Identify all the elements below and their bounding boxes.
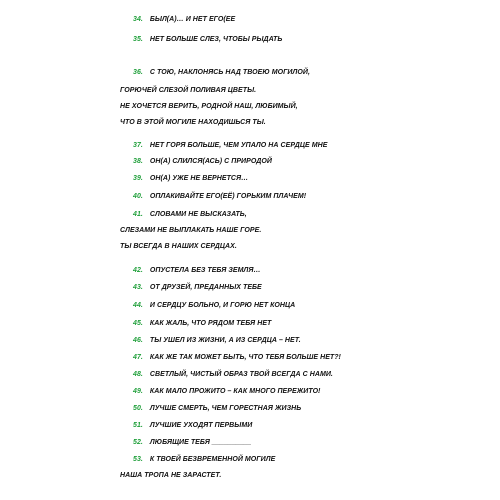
item-number: 50. [133,405,143,412]
epitaph-text: ТЫ ВСЕГДА В НАШИХ СЕРДЦАХ. [120,243,237,250]
epitaph-continuation [120,119,266,126]
epitaph-line-37 [133,142,327,149]
epitaph-line-42 [133,267,261,274]
epitaph-line-46 [133,337,301,344]
epitaph-continuation [120,472,221,479]
epitaph-text: КАК ЖАЛЬ, ЧТО РЯДОМ ТЕБЯ НЕТ [149,320,272,327]
item-number: 39. [133,175,143,182]
epitaph-text: ОПУСТЕЛА БЕЗ ТЕБЯ ЗЕМЛЯ… [149,267,261,274]
epitaph-text: СЛОВАМИ НЕ ВЫСКАЗАТЬ, [149,211,247,218]
item-number: 37. [133,142,143,149]
epitaph-line-51 [133,422,252,429]
epitaph-text: ОН(А) УЖЕ НЕ ВЕРНЕТСЯ… [149,175,249,182]
epitaph-text: ЧТО В ЭТОЙ МОГИЛЕ НАХОДИШЬСЯ ТЫ. [120,119,266,126]
item-number: 34. [133,16,143,23]
epitaph-text: ГОРЮЧЕЙ СЛЕЗОЙ ПОЛИВАЯ ЦВЕТЫ. [120,87,257,94]
epitaph-line-39 [133,175,248,182]
item-number: 51. [133,422,143,429]
epitaph-text: СВЕТЛЫЙ, ЧИСТЫЙ ОБРАЗ ТВОЙ ВСЕГДА С НАМИ. [149,371,333,378]
epitaph-line-40 [133,193,306,200]
epitaph-continuation [120,103,298,110]
epitaph-continuation [120,87,256,94]
epitaph-line-41 [133,211,247,218]
epitaph-text: И СЕРДЦУ БОЛЬНО, И ГОРЮ НЕТ КОНЦА [149,302,296,309]
epitaph-line-49 [133,388,320,395]
epitaph-text: ЛЮБЯЩИЕ ТЕБЯ __________ [149,439,252,446]
epitaph-line-45 [133,320,271,327]
epitaph-text: НЕТ ГОРЯ БОЛЬШЕ, ЧЕМ УПАЛО НА СЕРДЦЕ МНЕ [149,142,328,149]
item-number: 40. [133,193,143,200]
epitaph-line-50 [133,405,301,412]
epitaph-text: СЛЕЗАМИ НЕ ВЫПЛАКАТЬ НАШЕ ГОРЕ. [120,227,262,234]
epitaph-text: ЛУЧШЕ СМЕРТЬ, ЧЕМ ГОРЕСТНАЯ ЖИЗНЬ [149,405,302,412]
epitaph-line-53 [133,456,275,463]
epitaph-line-38 [133,158,272,165]
epitaph-continuation [120,227,261,234]
epitaph-text: К ТВОЕЙ БЕЗВРЕМЕННОЙ МОГИЛЕ [149,456,276,463]
item-number: 53. [133,456,143,463]
item-number: 36. [133,69,143,76]
epitaph-text: НЕТ БОЛЬШЕ СЛЕЗ, ЧТОБЫ РЫДАТЬ [149,36,283,43]
item-number: 44. [133,302,143,309]
epitaph-line-44 [133,302,295,309]
epitaph-text: ОН(А) СЛИЛСЯ(АСЬ) С ПРИРОДОЙ [149,158,272,165]
epitaph-text: ОПЛАКИВАЙТЕ ЕГО(ЕЁ) ГОРЬКИМ ПЛАЧЕМ! [149,193,307,200]
epitaph-line-47 [133,354,341,361]
item-number: 46. [133,337,143,344]
item-number: 52. [133,439,143,446]
item-number: 42. [133,267,143,274]
epitaph-text: ОТ ДРУЗЕЙ, ПРЕДАННЫХ ТЕБЕ [149,284,262,291]
epitaph-text: С ТОЮ, НАКЛОНЯСЬ НАД ТВОЕЮ МОГИЛОЙ, [149,69,310,76]
epitaph-line-34 [133,16,235,23]
epitaph-text: НАША ТРОПА НЕ ЗАРАСТЕТ. [120,472,222,479]
epitaph-text: КАК МАЛО ПРОЖИТО – КАК МНОГО ПЕРЕЖИТО! [149,388,321,395]
item-number: 38. [133,158,143,165]
item-number: 35. [133,36,143,43]
epitaph-line-52 [133,439,251,446]
item-number: 47. [133,354,143,361]
epitaph-text: ЛУЧШИЕ УХОДЯТ ПЕРВЫМИ [149,422,253,429]
epitaph-line-48 [133,371,333,378]
epitaph-continuation [120,243,237,250]
item-number: 45. [133,320,143,327]
epitaph-text: НЕ ХОЧЕТСЯ ВЕРИТЬ, РОДНОЙ НАШ, ЛЮБИМЫЙ, [120,103,298,110]
epitaph-line-36 [133,69,310,76]
epitaph-line-35 [133,36,282,43]
epitaph-text: ТЫ УШЕЛ ИЗ ЖИЗНИ, А ИЗ СЕРДЦА – НЕТ. [149,337,301,344]
item-number: 49. [133,388,143,395]
item-number: 41. [133,211,143,218]
epitaph-text: БЫЛ(А)… И НЕТ ЕГО(ЕЕ [149,16,236,23]
epitaph-line-43 [133,284,262,291]
epitaph-text: КАК ЖЕ ТАК МОЖЕТ БЫТЬ, ЧТО ТЕБЯ БОЛЬШЕ НЕТ?! [149,354,341,361]
item-number: 48. [133,371,143,378]
item-number: 43. [133,284,143,291]
